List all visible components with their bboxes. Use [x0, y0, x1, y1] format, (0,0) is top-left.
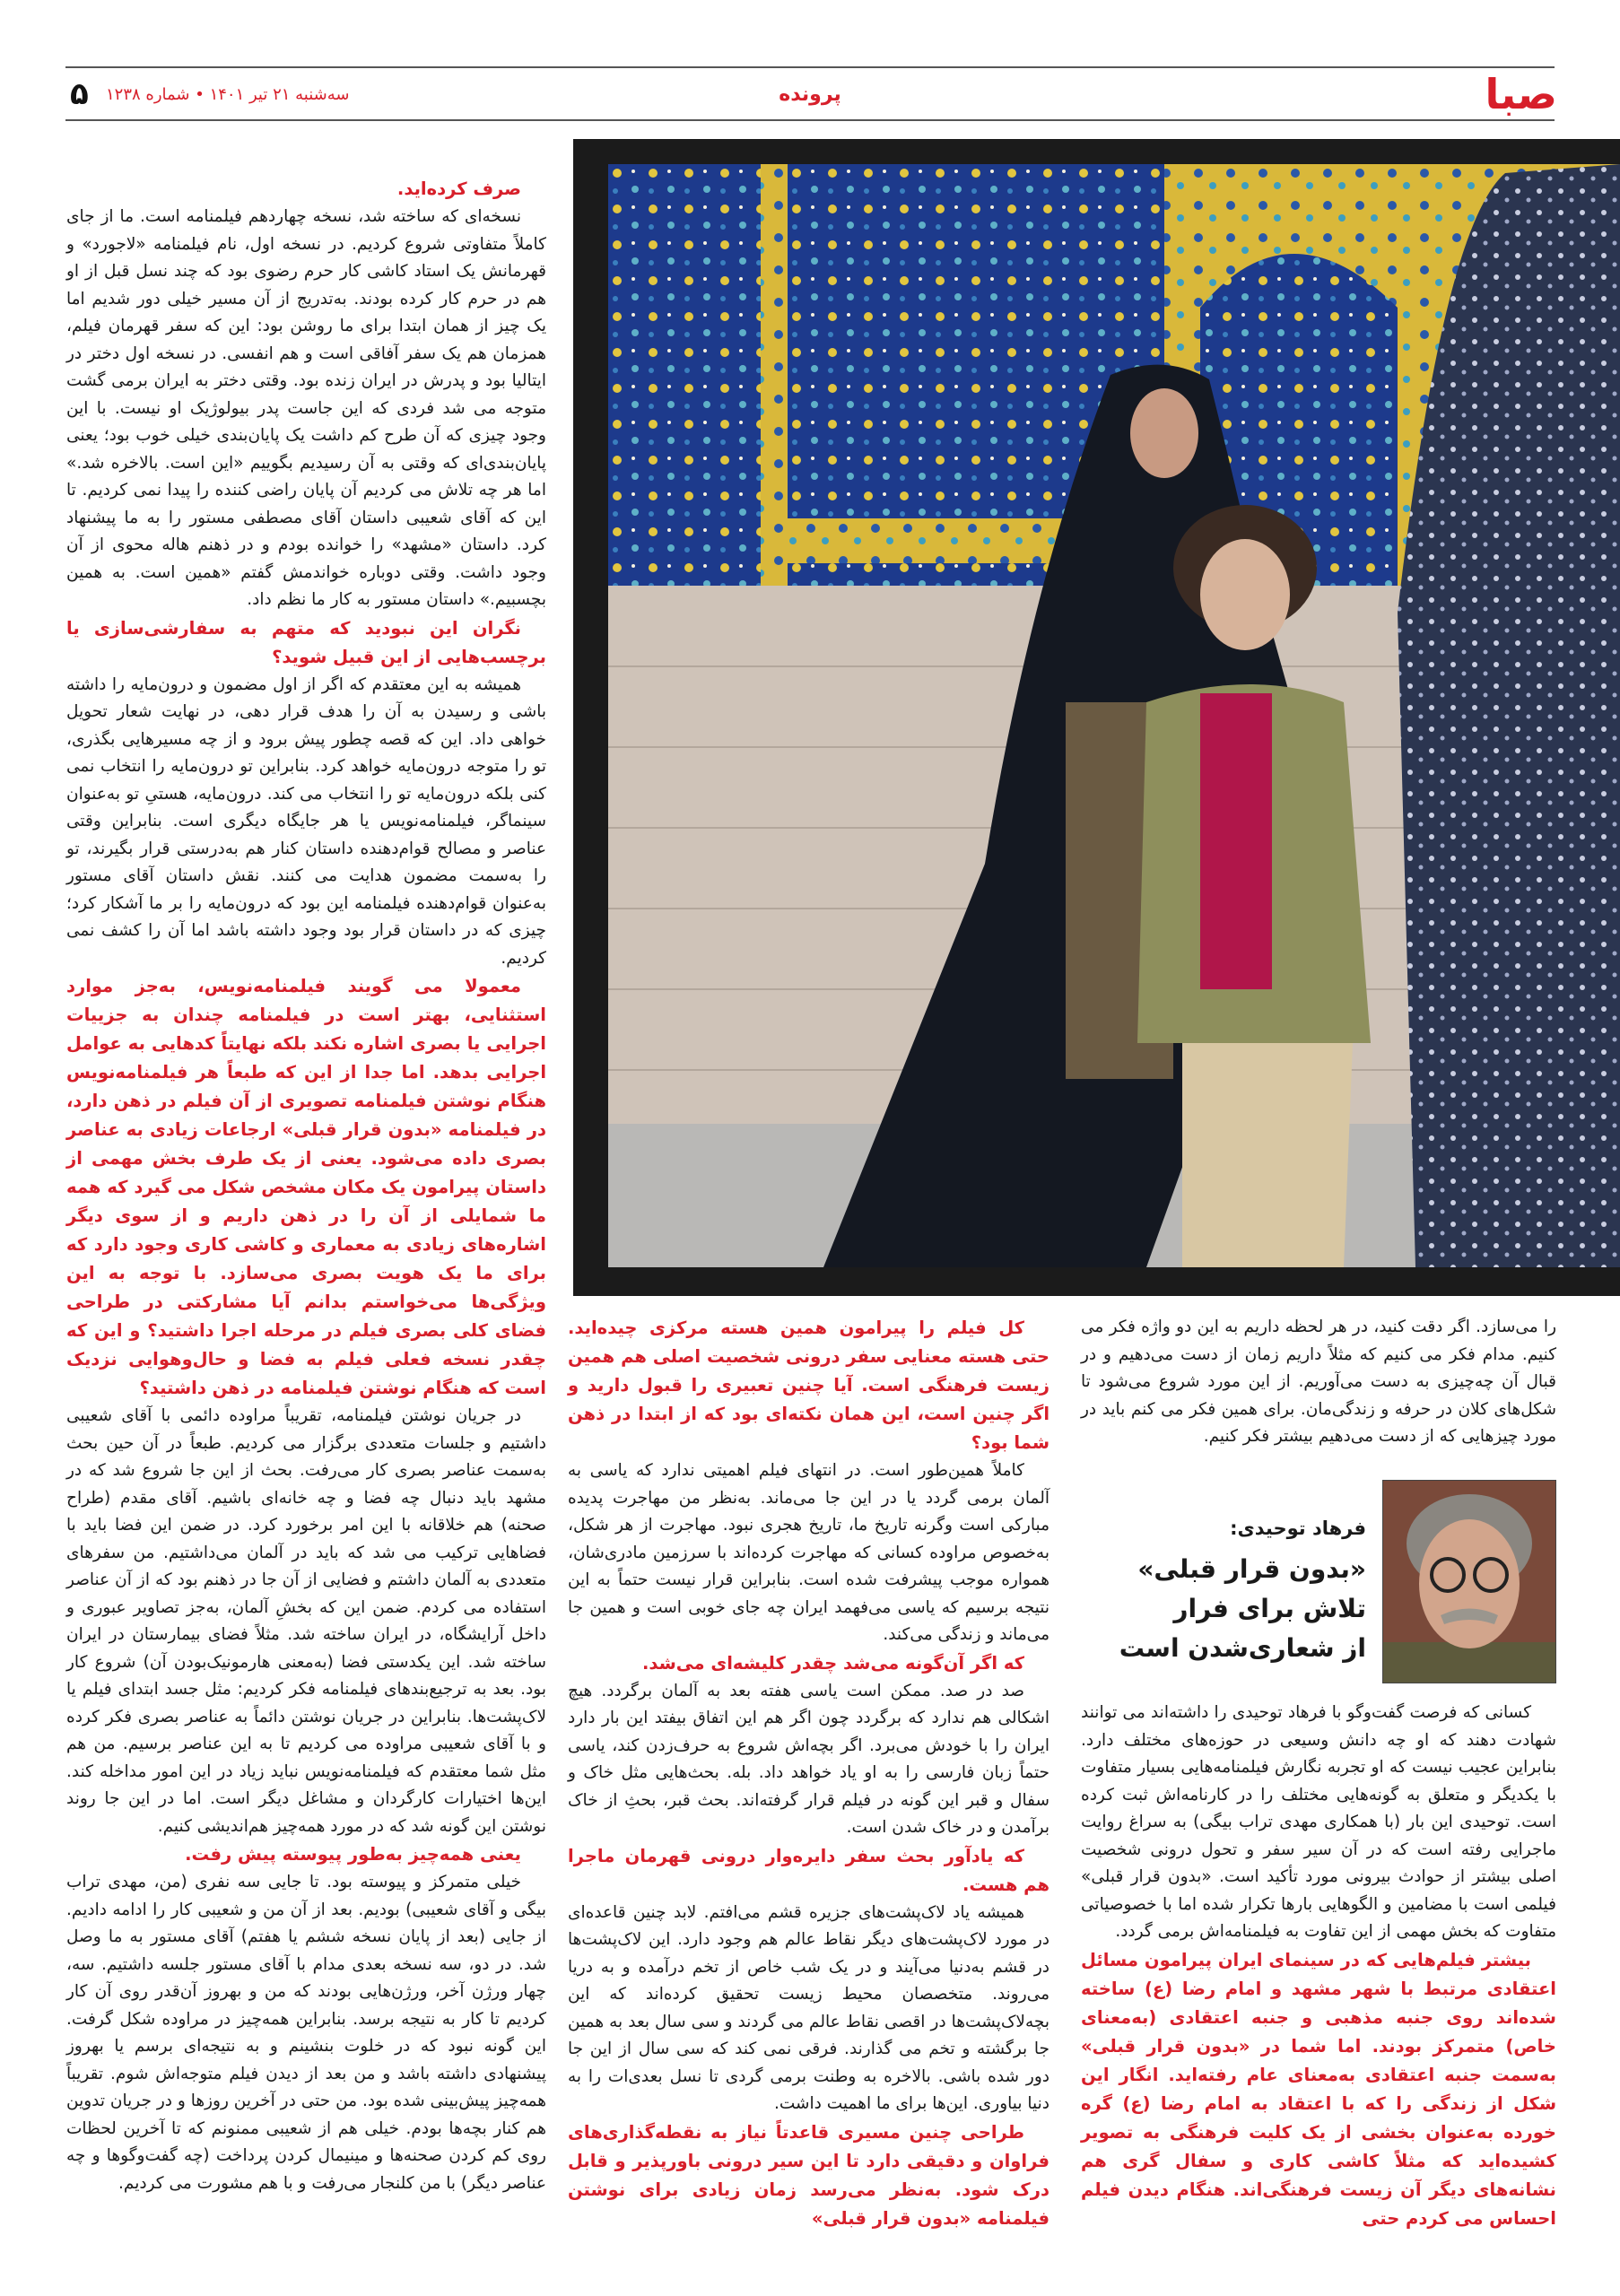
answer: را می‌سازد. اگر دقت کنید، در هر لحظه داریم به این دو واژه فکر می کنیم. مدام فکر می کنیم که مثلاً داریم زمان از دست می‌دهیم و در قبال آن چه‌چیزی به دست می‌آوریم. از این مورد شروع می‌شود تا شکل‌های کلان در حرفه و زندگی‌مان. برای همین فکر می کنم باید در مورد چیزهایی که از دست می‌دهیم بیشتر فکر کنیم.	[1081, 1318, 1556, 1446]
question: یعنی همه‌چیز به‌طور پیوسته پیش رفت.	[185, 1844, 521, 1865]
question: صرف کرده‌اید.	[396, 178, 521, 199]
article-headline	[1119, 1550, 1366, 1668]
answer: نسخه‌ای که ساخته شد، نسخه چهاردهم فیلمنامه است. ما از جای کاملاً متفاوتی شروع کردیم. در نسخه اول، نام فیلمنامه «لاجورد» و قهرمانش یک استاد کاشی کار حرم رضوی بود که چند نسل قبل از او هم در حرم کار کرده بودند. به‌تدریج از آن مسیر خیلی دور شدیم اما یک چیز از همان ابتدا برای ما روشن بود: این که سفر قهرمان فیلم، همزمان هم یک سفر آفاقی است و هم انفسی. در نسخه اول دختر در ایتالیا بود و پدرش در ایران زنده بود. وقتی دختر به ایران برمی گشت متوجه می شد فردی که این جاست پدر بیولوژیک او نیست. با این وجود چیزی که آن طرح کم داشت یک پایان‌بندی خیلی خوب بود؛ یعنی پایان‌بندی‌ای که وقتی به آن رسیدیم بگوییم «این است. بالاخره شد.» اما هر چه تلاش می کردیم آن پایان راضی کننده را پیدا نمی کردیم. تا این که آقای شعیبی داستان آقای مصطفی مستور را به ما پیشنهاد کرد. داستان «مشهد» را خوانده بودم و در ذهنم هاله محوی از آن وجود داشت. وقتی دوباره خواندمش گفتم «همین است. به همین بچسبیم.» داستان مستور به کار ما نظم داد.	[66, 207, 546, 609]
question: که یادآور بحث سفر دایره‌وار درونی قهرمان ماجرا هم هست.	[568, 1845, 1050, 1895]
column-middle	[568, 1314, 1050, 2233]
question: معمولا می گویند فیلمنامه‌نویس، به‌جز موارد استثنایی، بهتر است در فیلمنامه چندان به جزییات اجرایی یا بصری اشاره نکند بلکه نهایتاً کدهایی به عوامل اجرایی بدهد. اما جدا از این که طبعاً هر فیلمنامه‌نویس هنگام نوشتن فیلمنامه تصویری از آن فیلم در ذهن دارد، در فیلمنامه «بدون قرار قبلی» ارجاعات زیادی به عناصر بصری داده می‌شود. یعنی از یک طرف بخش مهمی از داستان پیرامون یک مکان مشخص شکل می گیرد که همه ما شمایلی از آن را در ذهن داریم و از سوی دیگر اشاره‌های زیادی به معماری و کاشی کاری وجود دارد که برای ما یک هویت بصری می‌سازد. با توجه به این ویژگی‌ها می‌خواستم بدانم آیا مشارکتی در طراحی فضای کلی بصری فیلم در مرحله اجرا داشتید؟ و این که چقدر نسخه فعلی فیلم به فضا و حال‌و‌هوایی نزدیک است که هنگام نوشتن فیلمنامه در ذهن داشتید؟	[66, 976, 546, 1398]
headline-line: از شعاری‌شدن است	[1119, 1633, 1366, 1663]
film-still-photo	[608, 164, 1620, 1267]
answer: در جریان نوشتن فیلمنامه، تقریباً مراوده دائمی با آقای شعیبی داشتیم و جلسات متعددی برگزار می کردیم. طبعاً در آن حین بحث به‌سمت عناصر بصری کار می‌رفت. بحث از این جا شروع شد که در مشهد باید دنبال چه فضا و چه خانه‌ای باشیم. آقای مقدم (طراح صحنه) هم خلاقانه با این امر برخورد کرد. در ضمن این فضا باید با فضاهایی ترکیب می شد که باید در آلمان می‌داشتیم. من سفرهای متعددی به آلمان داشتم و فضایی از آن جا در ذهنم بود که از آن عناصر استفاده می کردم. ضمن این که بخشِ آلمان، به‌جز تصاویر عبوری و داخل آرایشگاه، در ایران ساخته شد. مثلاً فضای بیمارستان در ایران ساخته شد. این یکدستی فضا (به‌معنی هارمونیک‌بودن آن) شروع کار بود. بعد به ترجیع‌بندهای فیلمنامه فکر کردیم: مثل جسد ابتدای فیلم یا لاک‌پشت‌ها. بنابراین در جریان نوشتن دائماً به عناصر بصری فکر کرده و با آقای شعیبی مراوده می کردیم تا به این عناصر برسیم. من هم مثل شما معتقدم که فیلمنامه‌نویس نباید زیاد در این امور مداخله کند. این‌ها اختیارات کارگردان و مشاغل دیگر است. اما در این جا روند نوشتن این گونه شد که در مورد همه‌چیز هم‌اندیشی کنیم.	[66, 1406, 546, 1836]
column-right-bottom	[1081, 1700, 1556, 2233]
woman-face	[1130, 388, 1198, 478]
boy-face	[1200, 539, 1290, 650]
headline-line: تلاش برای فرار	[1173, 1594, 1366, 1623]
portrait-illustration	[1383, 1481, 1555, 1683]
column-left	[66, 175, 546, 2197]
film-still-illustration	[608, 164, 1620, 1267]
answer: همیشه به این معتقدم که اگر از اول مضمون و درون‌مایه را داشته باشی و رسیدن به آن را هدف قرار دهی، در نهایت شعار تحویل خواهی داد. این که قصه چطور پیش برود و از چه مسیرهایی بگذری، تو را متوجه درون‌مایه خواهد کرد. بنابراین تو درون‌مایه را انتخاب نمی کنی بلکه درون‌مایه تو را انتخاب می کند. درون‌مایه، هستیِ تو به‌عنوان سینماگر، فیلمنامه‌نویس یا هر جایگاه دیگری است. بنابراین وقتی عناصر و مصالح قوام‌دهنده داستان کنار هم به‌درستی قرار بگیرند، تو را به‌سمت مضمون هدایت می کنند. نقش داستان آقای مستور به‌عنوان قوام‌دهنده فیلمنامه این بود که درون‌مایه را بر ما آشکار کرد؛ چیزی که در داستان قرار بود وجود داشته باشد اما آن را کشف نمی کردیم.	[66, 674, 546, 968]
section-title: پرونده	[779, 83, 841, 106]
answer: صد در صد. ممکن است یاسی هفته بعد به آلمان برگردد. هیچ اشکالی هم ندارد که برگردد چون اگر هم این اتفاق بیفتد این بار دارد ایران را با خودش می‌برد. اگر بچه‌اش شروع به حرف‌زدن کند، یاسی حتماً زبان فارسی را به او یاد خواهد داد. بله. بحث‌هایی مثل خاک و سفال و قبر این گونه در فیلم قرار گرفته‌اند. بحث قبر، بحثِ از خاک برآمدن و در خاک شدن است.	[568, 1681, 1050, 1837]
question: که اگر آن‌گونه می‌شد چقدر کلیشه‌ای می‌شد.	[641, 1652, 1024, 1674]
newspaper-logo: صبا	[1485, 70, 1557, 118]
answer: خیلی متمرکز و پیوسته بود. تا جایی سه نفری (من، مهدی تراب بیگی و آقای شعیبی) بودیم. بعد از آن من و شعیبی کار را ادامه دادیم. از جایی (بعد از پایان نسخه ششم یا هفتم) آقای مستور به ما وصل شد. در دو، سه نسخه بعدی مدام با آقای مستور جلسه داشتیم. سه، چهار ورژن آخر، ورژن‌هایی بودند که من و بهروز آن‌قدر روی آن کار کردیم تا کار به نتیجه برسد. بنابراین همه‌چیز در مراوده شکل گرفت. این گونه نبود که در خلوت بنشینم و به نتیجه‌ای برسم یا بهروز پیشنهادی داشته باشد و من بعد از دیدن فیلم متوجه‌اش شوم. تقریباً همه‌چیز پیش‌بینی شده بود. من حتی در آخرین روزها و در جریان تدوین هم کنار بچه‌ها بودم. خیلی هم از شعیبی ممنونم که تا آخرین لحظات روی کم کردن صحنه‌ها و مینیمال کردن پرداخت (چه گفت‌وگوها و چه عناصر دیگر) با من کلنجار می‌رفت و با هم مشورت می کردیم.	[66, 1873, 546, 2193]
article-lead: کسانی که فرصت گفت‌وگو با فرهاد توحیدی را داشته‌اند می توانند شهادت دهند که او چه دانش وسیعی در حوزه‌های مختلف دارد. بنابراین عجیب نیست که او تجربه نگارش فیلمنامه‌هایی بسیار متفاوت با یکدیگر و متعلق به گونه‌هایی مختلف را در کارنامه‌اش ثبت کرده است. توحیدی این بار (با همکاری مهدی تراب بیگی) به سراغ روایت ماجرایی رفته است که در آن سیر سفر و تحول درونی شخصیت اصلی بیشتر از حوادث بیرونی مورد تأکید است. «بدون قرار قبلی» فیلمی است با مضامین و الگوهایی بارها تکرار شده اما با خصوصیاتی متفاوت که بخش مهمی از این تفاوت به فیلمنامه‌اش برمی گردد.	[1081, 1703, 1556, 1941]
page-number: ۵	[70, 76, 89, 112]
header-top-rule	[65, 66, 1555, 68]
question: کل فیلم را پیرامون همین هسته مرکزی چیده‌اید. حتی هسته معنایی سفر درونی شخصیت اصلی هم همین زیست فرهنگی است. آیا چنین تعبیری را قبول دارید و اگر چنین است، این همان نکته‌ای بود که از ابتدا در ذهن شما بود؟	[568, 1318, 1050, 1453]
column-right-top	[1081, 1314, 1556, 1451]
headline-line: «بدون قرار قبلی»	[1137, 1554, 1366, 1584]
question: نگران این نبودید که متهم به سفارشی‌سازی یا برچسب‌هایی از این قبیل شوید؟	[66, 617, 546, 667]
header-bottom-rule	[65, 119, 1555, 121]
interviewee-portrait	[1382, 1480, 1556, 1683]
answer: کاملاً همین‌طور است. در انتهای فیلم اهمیتی ندارد که یاسی به آلمان برمی گردد یا در این جا می‌ماند. به‌نظر من مهاجرت پدیده مبارکی است وگرنه تاریخ ما، تاریخ هجری نبود. مهاجرت از هر شکل، به‌خصوص مراوده کسانی که مهاجرت کرده‌اند با سرزمین مادری‌شان، همواره موجب پیشرفت شده است. بنابراین قرار نیست حتماً به این نتیجه برسیم که یاسی می‌فهمد ایران چه جای خوبی است و همین جا می‌ماند و زندگی می‌کند.	[568, 1461, 1050, 1644]
question: بیشتر فیلم‌هایی که در سینمای ایران پیرامون مسائل اعتقادی مرتبط با شهر مشهد و امام رضا (ع) ساخته شده‌اند روی جنبه مذهبی و جنبه اعتقادی (به‌معنای خاص) متمرکز بودند. اما شما در «بدون قرار قبلی» به‌سمت جنبه اعتقادی به‌معنای عام رفته‌اید. انگار این شکل از زندگی را که با اعتقاد به امام رضا (ع) گره خورده به‌عنوان بخشی از یک کلیت فرهنگی به تصویر کشیده‌اید که مثلاً کاشی کاری و سفال گری هم نشانه‌های دیگر آن زیست فرهنگی‌اند. هنگام دیدن فیلم احساس می کردم حتی	[1081, 1949, 1556, 2229]
question: طراحی چنین مسیری قاعدتاً نیاز به نقطه‌گذاری‌های فراوان و دقیقی دارد تا این سیر درونی باورپذیر و قابل درک شود. به‌نظر می‌رسد زمان زیادی برای نوشتن فیلمنامه «بدون قرار قبلی»	[568, 2121, 1050, 2229]
dateline: سه‌شنبه ۲۱ تیر ۱۴۰۱ • شماره ۱۲۳۸	[106, 84, 350, 104]
answer: همیشه یاد لاک‌پشت‌های جزیره قشم می‌افتم. لابد چنین قاعده‌ای در مورد لاک‌پشت‌های دیگر نقاط عالم هم وجود دارد. این لاک‌پشت‌ها در قشم به‌دنیا می‌آیند و در یک شب خاص از تخم درآمده و به دریا می‌روند. متخصصان محیط زیست تحقیق کرده‌اند که این بچه‌لاک‌پشت‌ها در اقصی نقاط عالم می گردند و سی سال بعد به همین جا برگشته و تخم می گذارند. فرقی نمی کند که سی سال از این جا دور شده باشی. بالاخره به وطنت برمی گردی تا نسل بعدی‌ات را به دنیا بیاوری. این‌ها برای ما اهمیت داشت.	[568, 1902, 1050, 2113]
interview-title-box	[1081, 1480, 1556, 1684]
interviewee-name: فرهاد توحیدی:	[1230, 1518, 1366, 1539]
